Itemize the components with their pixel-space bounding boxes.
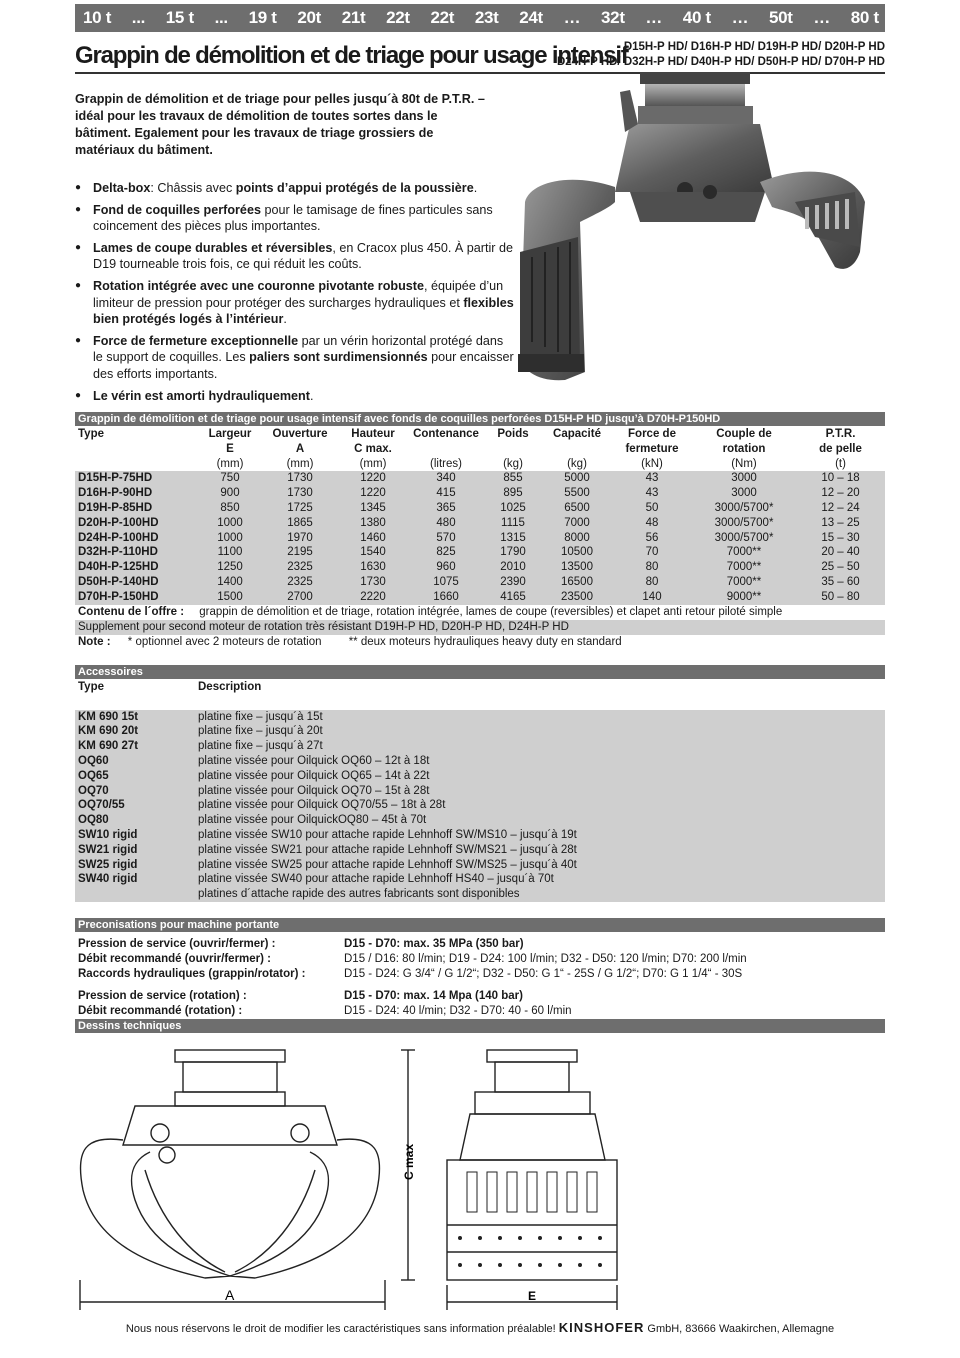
- spec-cell: 7000**: [692, 560, 796, 575]
- spec-unit: (mm): [286, 457, 314, 470]
- spec-column-header: Type: [78, 428, 104, 440]
- tonnage-item: 20t: [297, 8, 322, 27]
- spec-cell: 1345: [338, 501, 408, 516]
- feature-text: , en Cracox plus 450. À partir de D19 tourneable trois fois, ce qui réduit les coûts.: [93, 240, 513, 272]
- feature-highlight: points d’appui protégés de la poussière: [235, 181, 474, 195]
- spec-column-header: fermeture: [625, 442, 679, 455]
- table-row: [75, 471, 885, 486]
- spec-unit: (kN): [641, 457, 663, 470]
- feature-text: .: [283, 312, 287, 327]
- offer-contents: [75, 605, 885, 620]
- offer-label: Contenu de l´offre :: [78, 606, 185, 618]
- accessory-code: OQ70/55: [75, 798, 198, 813]
- model-name: D20H-P-100HD: [75, 516, 198, 531]
- spec-cell: 1025: [484, 501, 542, 516]
- spec-column-header: [75, 442, 198, 457]
- spec-column-header: de pelle: [819, 442, 862, 455]
- spec-cell: 1220: [338, 471, 408, 486]
- dimension-c-label: C max: [402, 1143, 416, 1180]
- spec-column-header: Couple de: [716, 428, 772, 440]
- spec-cell: 1315: [484, 531, 542, 546]
- machine-spec-value: D15 - D70: max. 35 MPa (350 bar): [344, 938, 524, 950]
- spec-cell: 80: [612, 560, 692, 575]
- accessories-spacer: [75, 695, 885, 710]
- spec-cell: 80: [612, 575, 692, 590]
- accessory-description: platine vissée pour OilquickOQ80 – 45t à 70t: [198, 813, 885, 828]
- spec-cell: 13 – 25: [796, 516, 885, 531]
- spec-table-title: Grappin de démolition et de triage pour usage intensif avec fonds de coquilles perforées D15H-P HD jusqu’à D70H-P150HD: [75, 412, 885, 426]
- spec-cell: 4165: [484, 590, 542, 605]
- spec-cell: 3000/5700*: [692, 501, 796, 516]
- spec-cell: 1000: [198, 531, 262, 546]
- model-name: D24H-P-100HD: [75, 531, 198, 546]
- spec-cell: 1115: [484, 516, 542, 531]
- feature-list: [75, 180, 515, 409]
- accessory-type-header: Type: [78, 681, 104, 693]
- spec-cell: 2220: [338, 590, 408, 605]
- spec-cell: 895: [484, 486, 542, 501]
- accessory-desc-header: Description: [198, 681, 262, 693]
- feature-item: [75, 388, 515, 405]
- tonnage-item: 50t: [769, 8, 793, 27]
- spec-cell: 1220: [338, 486, 408, 501]
- spec-column-header: Largeur: [208, 428, 252, 440]
- feature-text: .: [309, 388, 314, 403]
- table-row: [75, 531, 885, 546]
- accessory-code: SW10 rigid: [75, 828, 198, 843]
- spec-cell: 13500: [542, 560, 612, 575]
- feature-text: , équipée d’un limiteur de pression pour protéger des surcharges hydrauliques et: [93, 278, 504, 310]
- table-row: [75, 754, 885, 769]
- spec-cell: 2010: [484, 560, 542, 575]
- spec-cell: 3000/5700*: [692, 531, 796, 546]
- accessory-code: OQ60: [75, 754, 198, 769]
- dimension-e-label: E: [528, 1289, 537, 1303]
- tonnage-item: 22t: [386, 8, 410, 27]
- spec-header-row: [75, 442, 885, 457]
- machine-rotation: [75, 989, 885, 1019]
- spec-cell: 1725: [262, 501, 338, 516]
- footer-address: GmbH, 83666 Waakirchen, Allemagne: [647, 1323, 835, 1335]
- spec-unit: (litres): [430, 457, 462, 470]
- spec-cell: 2325: [262, 575, 338, 590]
- table-row: [75, 486, 885, 501]
- model-name: D40H-P-125HD: [75, 560, 198, 575]
- feature-text: pour le tamisage de fines particules sans coincement des pièces plus importantes.: [93, 202, 493, 234]
- table-row: [75, 710, 885, 725]
- technical-drawings: [75, 1040, 885, 1315]
- spec-header-row: [75, 427, 885, 442]
- accessory-description: platine fixe – jusqu´à 15t: [198, 710, 885, 725]
- accessory-description: platine vissée SW21 pour attache rapide Lehnhoff SW/MS21 – jusqu´à 28t: [198, 843, 885, 858]
- spec-cell: 16500: [542, 575, 612, 590]
- dimension-a-label: A: [225, 1287, 235, 1303]
- spec-unit: [75, 457, 198, 472]
- table-row: [75, 843, 885, 858]
- tonnage-item: …: [813, 8, 831, 27]
- spec-cell: 1250: [198, 560, 262, 575]
- spec-cell: 9000**: [692, 590, 796, 605]
- spec-cell: 6500: [542, 501, 612, 516]
- feature-text: pour encaisser des efforts importants.: [93, 350, 514, 381]
- spec-cell: 2195: [262, 545, 338, 560]
- spec-cell: 140: [612, 590, 692, 605]
- accessory-code: OQ65: [75, 769, 198, 784]
- tonnage-item: 19 t: [248, 8, 277, 27]
- spec-cell: 750: [198, 471, 262, 486]
- tonnage-item: 40 t: [682, 8, 711, 27]
- spec-cell: 10 – 18: [796, 471, 885, 486]
- spec-cell: 1790: [484, 545, 542, 560]
- table-row: [75, 545, 885, 560]
- spec-cell: 7000**: [692, 575, 796, 590]
- spec-cell: 1540: [338, 545, 408, 560]
- spec-cell: 2700: [262, 590, 338, 605]
- spec-cell: 1730: [338, 575, 408, 590]
- table-row: [75, 575, 885, 590]
- footnotes: [75, 635, 885, 650]
- feature-highlight: Delta-box: [93, 181, 151, 195]
- accessory-description: platine vissée SW40 pour attache rapide Lehnhoff HS40 – jusqu´à 70t: [198, 872, 885, 887]
- spec-cell: 850: [198, 501, 262, 516]
- spec-cell: 3000: [692, 471, 796, 486]
- spec-cell: 15 – 30: [796, 531, 885, 546]
- feature-text: .: [473, 181, 478, 195]
- spec-cell: 35 – 60: [796, 575, 885, 590]
- feature-item: [75, 202, 515, 235]
- spec-cell: 2390: [484, 575, 542, 590]
- intro-paragraph: Grappin de démolition et de triage pour pelles jusqu´à 80t de P.T.R. – idéal pour les travaux de démolition de toutes sortes dans le bâtiment. Egalement pour les travaux de triage grossiers de matériaux du bâtiment.: [75, 92, 485, 157]
- accessory-code: SW40 rigid: [75, 872, 198, 887]
- spec-cell: 1400: [198, 575, 262, 590]
- machine-spec-row: [75, 989, 885, 1004]
- accessory-code: [75, 887, 198, 902]
- tonnage-item: 24t: [519, 8, 543, 27]
- spec-cell: 43: [612, 471, 692, 486]
- machine-hydraulics: [75, 937, 885, 981]
- feature-highlight: Le vérin est amorti hydrauliquement: [93, 388, 310, 403]
- feature-text: : Châssis avec: [150, 181, 236, 195]
- spec-column-header: rotation: [722, 442, 766, 455]
- table-row: [75, 798, 885, 813]
- supplement-note: Supplement pour second moteur de rotation très résistant D19H-P HD, D20H-P HD, D24H-P HD: [75, 620, 885, 635]
- model-list-line-1: D15H-P HD/ D16H-P HD/ D19H-P HD/ D20H-P HD: [623, 41, 885, 53]
- spec-column-header: Capacité: [553, 428, 601, 440]
- tonnage-item: ...: [131, 8, 146, 27]
- note-single-motor: * optionnel avec 2 moteurs de rotation: [127, 636, 322, 648]
- table-row: [75, 501, 885, 516]
- spec-column-header: Ouverture: [272, 428, 328, 440]
- tonnage-item: 10 t: [83, 8, 112, 27]
- accessory-description: platine vissée pour Oilquick OQ70 – 15t à 28t: [198, 784, 885, 799]
- spec-column-header: [484, 442, 542, 457]
- spec-cell: 5000: [542, 471, 612, 486]
- tonnage-item: 21t: [341, 8, 366, 27]
- spec-unit: (Nm): [731, 457, 757, 470]
- spec-cell: 1730: [262, 486, 338, 501]
- accessories-table: [75, 680, 885, 902]
- grapple-photo: [510, 72, 885, 402]
- spec-table: [75, 427, 885, 605]
- table-row: [75, 516, 885, 531]
- spec-cell: 7000: [542, 516, 612, 531]
- table-row: [75, 560, 885, 575]
- table-row: [75, 590, 885, 605]
- machine-spec-label: Pression de service (rotation) :: [78, 990, 247, 1002]
- feature-item: [75, 240, 515, 273]
- tonnage-item: 15 t: [165, 8, 194, 27]
- footer-disclaimer: Nous nous réservons le droit de modifier les caractéristiques sans information préalable!: [125, 1323, 556, 1335]
- spec-column-header: [542, 442, 612, 457]
- accessory-description: platine vissée pour Oilquick OQ60 – 12t à 18t: [198, 754, 885, 769]
- table-row: [75, 739, 885, 754]
- tonnage-item: 23t: [474, 8, 499, 27]
- spec-cell: 25 – 50: [796, 560, 885, 575]
- drawings-title: Dessins techniques: [75, 1019, 885, 1033]
- feature-highlight: Force de fermeture exceptionnelle: [93, 333, 299, 348]
- feature-item: [75, 333, 515, 383]
- spec-cell: 48: [612, 516, 692, 531]
- machine-spec-row: [75, 1004, 885, 1019]
- spec-cell: 1075: [408, 575, 484, 590]
- accessory-description: platine vissée SW25 pour attache rapide Lehnhoff SW/MS25 – jusqu´à 40t: [198, 858, 885, 873]
- machine-spec-value: D15 - D24: G 3/4“ / G 1/2“; D32 - D50: G 1“ - 25S / G 1/2“; D70: G 1 1/4“ - 30S: [344, 967, 743, 980]
- accessory-code: KM 690 27t: [75, 739, 198, 754]
- spec-cell: 1970: [262, 531, 338, 546]
- accessory-description: platine fixe – jusqu´à 27t: [198, 739, 885, 754]
- accessory-description: platines d´attache rapide des autres fabricants sont disponibles: [198, 887, 885, 902]
- spec-cell: 415: [408, 486, 484, 501]
- feature-highlight: paliers sont surdimensionnés: [249, 350, 428, 365]
- table-row: [75, 828, 885, 843]
- machine-spec-value: D15 - D70: max. 14 Mpa (140 bar): [344, 990, 523, 1002]
- feature-highlight: Lames de coupe durables et réversibles: [93, 240, 333, 255]
- spec-cell: 825: [408, 545, 484, 560]
- spec-column-header: Force de: [628, 428, 676, 440]
- model-list: [557, 40, 885, 69]
- table-row: [75, 813, 885, 828]
- feature-highlight: flexibles bien protégés logés à l’intérieur: [93, 295, 514, 327]
- machine-title: Preconisations pour machine portante: [75, 918, 885, 932]
- machine-spec-value: D15 - D24: 40 l/min; D32 - D70: 40 - 60 l/min: [344, 1004, 572, 1017]
- tonnage-bar: [75, 4, 885, 32]
- note-label: Note :: [78, 636, 111, 648]
- machine-spec-row: [75, 967, 885, 982]
- machine-spec-row: [75, 937, 885, 952]
- spec-cell: 900: [198, 486, 262, 501]
- table-row: [75, 724, 885, 739]
- table-row: [75, 872, 885, 887]
- machine-spec-label: Raccords hydrauliques (grappin/rotator) :: [78, 967, 306, 980]
- feature-text: par un vérin horizontal protégé dans le support de coquilles. Les: [93, 333, 504, 365]
- spec-cell: 570: [408, 531, 484, 546]
- machine-spec-label: Débit recommandé (ouvrir/fermer) :: [78, 952, 271, 965]
- spec-column-header: P.T.R.: [825, 428, 856, 440]
- spec-cell: 20 – 40: [796, 545, 885, 560]
- accessory-code: SW25 rigid: [75, 858, 198, 873]
- table-row: [75, 784, 885, 799]
- spec-unit: (mm): [359, 457, 387, 470]
- machine-spec-row: [75, 952, 885, 967]
- feature-item: [75, 180, 515, 197]
- footer: [0, 1320, 960, 1335]
- spec-cell: 12 – 24: [796, 501, 885, 516]
- spec-column-header: E: [226, 442, 234, 455]
- spec-cell: 70: [612, 545, 692, 560]
- spec-cell: 7000**: [692, 545, 796, 560]
- spec-column-header: Poids: [497, 428, 529, 440]
- accessory-description: platine vissée pour Oilquick OQ70/55 – 18t à 28t: [198, 798, 885, 813]
- spec-column-header: A: [295, 442, 305, 455]
- model-name: D19H-P-85HD: [75, 501, 198, 516]
- spec-column-header: Hauteur: [351, 428, 395, 440]
- machine-spec-label: Débit recommandé (rotation) :: [78, 1004, 243, 1017]
- model-name: D32H-P-110HD: [75, 545, 198, 560]
- spec-cell: 50 – 80: [796, 590, 885, 605]
- accessories-title: Accessoires: [75, 665, 885, 679]
- feature-highlight: Fond de coquilles perforées: [93, 202, 261, 217]
- feature-highlight: Rotation intégrée avec une couronne pivotante robuste: [93, 278, 424, 293]
- page-title: Grappin de démolition et de triage pour usage intensif: [75, 42, 628, 69]
- spec-unit: (kg): [503, 457, 523, 470]
- accessory-description: platine vissée SW10 pour attache rapide Lehnhoff SW/MS10 – jusqu´à 19t: [198, 828, 885, 843]
- spec-cell: 12 – 20: [796, 486, 885, 501]
- model-name: D70H-P-150HD: [75, 590, 198, 605]
- spec-cell: 5500: [542, 486, 612, 501]
- spec-cell: 23500: [542, 590, 612, 605]
- spec-unit: (kg): [567, 457, 587, 470]
- table-row: [75, 887, 885, 902]
- spec-cell: 3000/5700*: [692, 516, 796, 531]
- spec-cell: 340: [408, 471, 484, 486]
- spec-cell: 43: [612, 486, 692, 501]
- accessory-code: OQ70: [75, 784, 198, 799]
- spec-cell: 480: [408, 516, 484, 531]
- tonnage-item: 22t: [430, 8, 455, 27]
- table-row: [75, 769, 885, 784]
- tonnage-item: …: [563, 8, 581, 27]
- accessory-code: KM 690 15t: [75, 710, 198, 725]
- spec-cell: 1000: [198, 516, 262, 531]
- spec-unit: (mm): [216, 457, 244, 470]
- spec-cell: 855: [484, 471, 542, 486]
- accessory-code: SW21 rigid: [75, 843, 198, 858]
- model-name: D16H-P-90HD: [75, 486, 198, 501]
- spec-cell: 1660: [408, 590, 484, 605]
- offer-text: grappin de démolition et de triage, rotation intégrée, lames de coupe (reversibles) et clapet anti retour piloté simple: [199, 606, 783, 618]
- tonnage-item: 32t: [601, 8, 625, 27]
- spec-cell: 1380: [338, 516, 408, 531]
- spec-column-header: C max.: [354, 442, 392, 455]
- spec-cell: 8000: [542, 531, 612, 546]
- spec-units-row: [75, 457, 885, 472]
- spec-cell: 1730: [262, 471, 338, 486]
- brand-logo: KINSHOFER: [558, 1320, 645, 1335]
- tonnage-item: ...: [214, 8, 228, 27]
- spec-cell: 56: [612, 531, 692, 546]
- accessory-description: platine fixe – jusqu´à 20t: [198, 724, 885, 739]
- spec-cell: 1630: [338, 560, 408, 575]
- spec-cell: 3000: [692, 486, 796, 501]
- feature-item: [75, 278, 515, 328]
- spec-unit: (t): [835, 457, 846, 470]
- tonnage-item: 80 t: [850, 8, 879, 27]
- spec-column-header: Contenance: [413, 428, 479, 440]
- spec-cell: 50: [612, 501, 692, 516]
- spec-cell: 1100: [198, 545, 262, 560]
- tonnage-item: …: [645, 8, 663, 27]
- spec-cell: 2325: [262, 560, 338, 575]
- model-name: D50H-P-140HD: [75, 575, 198, 590]
- model-list-line-2: D24H-P HD/ D32H-P HD/ D40H-P HD/ D50H-P HD/ D70H-P HD: [556, 55, 885, 68]
- table-row: [75, 858, 885, 873]
- machine-spec-label: Pression de service (ouvrir/fermer) :: [78, 938, 276, 950]
- spec-cell: 10500: [542, 545, 612, 560]
- accessory-code: OQ80: [75, 813, 198, 828]
- accessory-code: KM 690 20t: [75, 724, 198, 739]
- spec-column-header: [408, 442, 484, 457]
- spec-cell: 960: [408, 560, 484, 575]
- accessories-header-row: [75, 680, 885, 695]
- model-name: D15H-P-75HD: [75, 471, 198, 486]
- tonnage-item: …: [731, 8, 749, 27]
- accessory-description: platine vissée pour Oilquick OQ65 – 14t à 22t: [198, 769, 885, 784]
- machine-spec-value: D15 / D16: 80 l/min; D19 - D24: 100 l/min; D32 - D50: 120 l/min; D70: 200 l/min: [344, 952, 747, 965]
- spec-cell: 365: [408, 501, 484, 516]
- spec-cell: 1865: [262, 516, 338, 531]
- spec-cell: 1460: [338, 531, 408, 546]
- spec-cell: 1500: [198, 590, 262, 605]
- note-dual-motor: ** deux moteurs hydrauliques heavy duty en standard: [348, 636, 622, 648]
